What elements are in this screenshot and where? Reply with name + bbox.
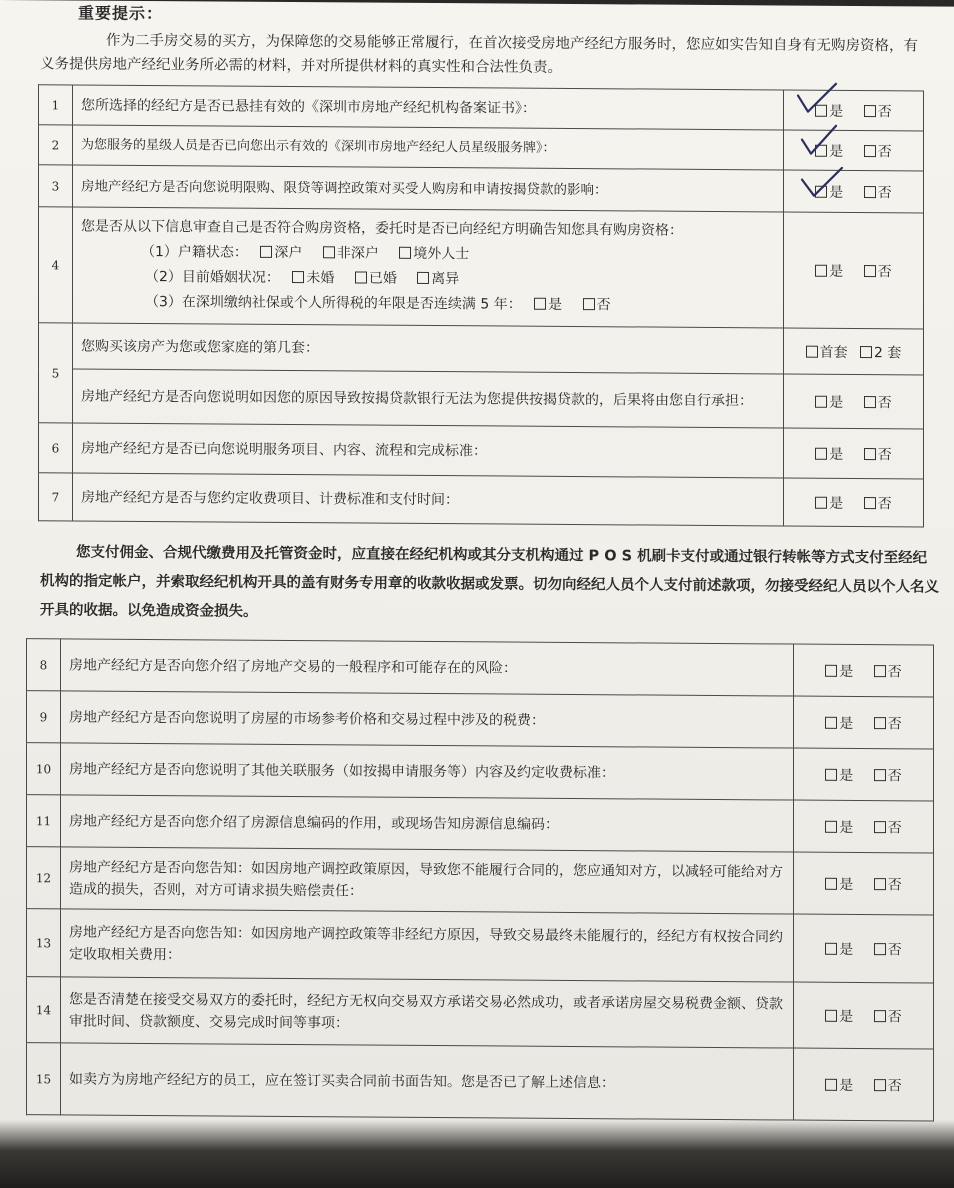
yes-option[interactable]: 是 xyxy=(825,663,853,679)
check-mark-icon xyxy=(798,164,846,198)
checkbox[interactable] xyxy=(815,496,827,508)
checkbox[interactable] xyxy=(864,396,876,408)
checkbox[interactable] xyxy=(825,716,837,728)
checklist-table-1 xyxy=(38,84,924,527)
checkbox[interactable] xyxy=(864,497,876,509)
question-block xyxy=(73,207,784,328)
checkbox[interactable] xyxy=(874,717,886,729)
checkbox[interactable] xyxy=(825,942,837,954)
checkbox[interactable] xyxy=(874,665,886,677)
question-text: 房地产经纪方是否向您说明了房屋的市场参考价格和交易过程中涉及的税费： xyxy=(61,691,794,748)
no-option[interactable]: 否 xyxy=(874,768,902,784)
table-row xyxy=(39,125,924,171)
row-number: 3 xyxy=(39,165,73,207)
answer-cell xyxy=(794,1048,934,1121)
no-option[interactable]: 否 xyxy=(874,877,902,893)
check-mark-icon xyxy=(796,124,844,158)
checkbox[interactable] xyxy=(815,447,827,459)
question-text: 您所选择的经纪方是否已悬挂有效的《深圳市房地产经纪机构备案证书》： xyxy=(73,85,784,130)
answer-cell xyxy=(794,696,934,749)
checkbox[interactable] xyxy=(825,768,837,780)
answer-cell xyxy=(784,328,924,375)
question-text: 房地产经纪方是否向您介绍了房源信息编码的作用，或现场告知房源信息编码： xyxy=(61,795,794,852)
check-mark-icon xyxy=(792,82,840,116)
row-number: 15 xyxy=(27,1043,61,1115)
question-text: 房地产经纪方是否向您说明如因您的原因导致按揭贷款银行无法为您提供按揭贷款的，后果将由您自行承担： xyxy=(73,369,784,428)
row-number: 12 xyxy=(27,847,61,909)
no-option[interactable]: 否 xyxy=(583,297,611,313)
answer-cell xyxy=(794,852,934,915)
checkbox[interactable] xyxy=(874,821,886,833)
question-text: 房地产经纪方是否向您告知：如因房地产调控政策等非经纪方原因，导致交易最终未能履行的，经纪方有权按合同约定收取相关费用： xyxy=(61,909,794,982)
checkbox[interactable] xyxy=(874,943,886,955)
no-option[interactable]: 否 xyxy=(874,1009,902,1025)
table-row xyxy=(39,207,924,329)
question-text: 房地产经纪方是否与您约定收费项目、计费标准和支付时间： xyxy=(73,473,784,526)
checkbox[interactable] xyxy=(874,878,886,890)
row-number: 9 xyxy=(27,691,61,743)
no-option[interactable]: 否 xyxy=(864,395,892,411)
table-row xyxy=(39,369,924,429)
checklist-table-2 xyxy=(26,638,934,1121)
question-text: 如卖方为房地产经纪方的员工，应在签订买卖合同前书面告知。您是否已了解上述信息： xyxy=(61,1043,794,1120)
table-row xyxy=(39,423,924,479)
no-option[interactable]: 否 xyxy=(874,942,902,958)
table-row xyxy=(27,691,934,749)
checkbox[interactable] xyxy=(825,820,837,832)
checkbox[interactable] xyxy=(864,145,876,157)
answer-cell xyxy=(794,982,934,1049)
table-row xyxy=(39,85,924,131)
yes-option[interactable]: 是 xyxy=(815,394,843,410)
table-row xyxy=(39,165,924,213)
question-text: 房地产经纪方是否已向您说明服务项目、内容、流程和完成标准： xyxy=(73,423,784,478)
checkbox[interactable] xyxy=(583,298,595,310)
option-non-shenzhen-hukou[interactable]: 非深户 xyxy=(323,245,379,261)
no-option[interactable]: 否 xyxy=(874,716,902,732)
social-security-line xyxy=(81,289,775,319)
yes-option[interactable]: 是 xyxy=(825,876,853,892)
answer-cell xyxy=(794,800,934,853)
checkbox[interactable] xyxy=(874,1010,886,1022)
checkbox[interactable] xyxy=(874,769,886,781)
desk-shadow xyxy=(0,1120,954,1188)
question-text: 为您服务的星级人员是否已向您出示有效的《深圳市房地产经纪人员星级服务牌》： xyxy=(73,125,784,170)
yes-option[interactable]: 是 xyxy=(815,263,843,279)
yes-option[interactable]: 是 xyxy=(825,1008,853,1024)
payment-notice: 您支付佣金、合规代缴费用及托管资金时，应直接在经纪机构或其分支机构通过 P O S 机刷卡支付或通过银行转帐等方式支付至经纪机构的指定帐户，并索取经纪机构开具的盖有财务专用章的收款收据或发票。切勿向经纪人员个人支付前述款项，勿接受经纪人员以个人名义开具的收据。以免造成资金损失。 xyxy=(40,544,939,620)
yes-option[interactable]: 是 xyxy=(534,296,562,312)
answer-cell xyxy=(784,478,924,527)
table-row xyxy=(27,909,934,983)
checkbox[interactable] xyxy=(417,271,429,283)
yes-option[interactable]: 是 xyxy=(825,767,853,783)
row-number: 13 xyxy=(27,909,61,977)
checkbox[interactable] xyxy=(815,264,827,276)
row-number: 6 xyxy=(39,423,73,473)
yes-option[interactable]: 是 xyxy=(825,715,853,731)
question-text: 您是否清楚在接受交易双方的委托时，经纪方无权向交易双方承诺交易必然成功，或者承诺房屋交易税费金额、贷款审批时间、贷款额度、交易完成时间等事项： xyxy=(61,977,794,1048)
checkbox[interactable] xyxy=(355,271,367,283)
heading: 重要提示： xyxy=(78,3,164,24)
checkbox[interactable] xyxy=(399,246,411,258)
second-home-option[interactable]: 2 套 xyxy=(860,345,901,361)
question-text: 您购买该房产为您或您家庭的第几套： xyxy=(73,323,784,374)
marital-status-label: （2）目前婚姻状况： xyxy=(145,268,280,286)
row-number: 4 xyxy=(39,207,73,323)
yes-option[interactable]: 是 xyxy=(815,446,843,462)
checkbox[interactable] xyxy=(825,664,837,676)
table-row xyxy=(27,847,934,915)
question-text: 房地产经纪方是否向您介绍了房地产交易的一般程序和可能存在的风险： xyxy=(61,639,794,696)
no-option[interactable]: 否 xyxy=(864,264,892,280)
table-row xyxy=(27,1043,934,1121)
checkbox[interactable] xyxy=(323,246,335,258)
row-number: 2 xyxy=(39,125,73,165)
no-option[interactable]: 否 xyxy=(874,664,902,680)
checkbox[interactable] xyxy=(260,245,272,257)
question-text: 房地产经纪方是否向您说明限购、限贷等调控政策对买受人购房和申请按揭贷款的影响： xyxy=(73,165,784,212)
table-row xyxy=(27,743,934,801)
table-row xyxy=(27,795,934,853)
household-status-label: （1）户籍状态： xyxy=(141,243,248,261)
intro-paragraph: 作为二手房交易的买方，为保障您的交易能够正常履行，在首次接受房地产经纪方服务时，您应如实告知自身有无购房资格，有义务提供房地产经纪业务所必需的材料，并对所提供材料的真实性和合法性负责。 xyxy=(40,32,918,76)
option-shenzhen-hukou[interactable]: 深户 xyxy=(260,244,302,260)
table-row xyxy=(39,473,924,527)
checkbox[interactable] xyxy=(534,297,546,309)
row-number: 5 xyxy=(39,323,73,423)
yes-option[interactable]: 是 xyxy=(815,495,843,511)
table-row xyxy=(27,639,934,697)
checkbox[interactable] xyxy=(864,105,876,117)
no-option[interactable]: 否 xyxy=(864,447,892,463)
checkbox[interactable] xyxy=(825,1009,837,1021)
checkbox[interactable] xyxy=(815,395,827,407)
answer-cell xyxy=(784,212,924,329)
yes-option[interactable]: 是 xyxy=(815,143,843,159)
no-option[interactable]: 否 xyxy=(864,144,892,160)
option-married[interactable]: 已婚 xyxy=(355,270,397,286)
row-number: 11 xyxy=(27,795,61,847)
table-row xyxy=(39,323,924,375)
answer-cell xyxy=(794,644,934,697)
question-text: 房地产经纪方是否向您告知：如因房地产调控政策原因，导致您不能履行合同的，您应通知对方，以减轻可能给对方造成的损失，否则，对方可请求损失赔偿责任： xyxy=(61,847,794,914)
checkbox[interactable] xyxy=(864,186,876,198)
answer-cell xyxy=(794,914,934,983)
yes-option[interactable]: 是 xyxy=(815,184,843,200)
answer-cell xyxy=(794,748,934,801)
no-option[interactable]: 否 xyxy=(864,185,892,201)
row-number: 10 xyxy=(27,743,61,795)
yes-option[interactable]: 是 xyxy=(825,1077,853,1093)
no-option[interactable]: 否 xyxy=(874,1078,902,1094)
option-overseas[interactable]: 境外人士 xyxy=(399,245,469,261)
row-number: 14 xyxy=(27,977,61,1043)
checkbox[interactable] xyxy=(292,271,304,283)
yes-option[interactable]: 是 xyxy=(825,819,853,835)
checkbox[interactable] xyxy=(825,1078,837,1090)
answer-cell xyxy=(784,428,924,479)
answer-cell xyxy=(784,374,924,429)
option-unmarried[interactable]: 未婚 xyxy=(292,270,334,286)
option-divorced[interactable]: 离异 xyxy=(417,270,459,286)
row-number: 8 xyxy=(27,639,61,691)
checkbox[interactable] xyxy=(825,877,837,889)
checkbox[interactable] xyxy=(806,345,818,357)
question-text: 房地产经纪方是否向您说明了其他关联服务（如按揭申请服务等）内容及约定收费标准： xyxy=(61,743,794,800)
first-home-option[interactable]: 首套 xyxy=(806,344,848,360)
yes-option[interactable]: 是 xyxy=(825,941,853,957)
checkbox[interactable] xyxy=(874,1079,886,1091)
no-option[interactable]: 否 xyxy=(864,104,892,120)
checkbox[interactable] xyxy=(864,448,876,460)
row-number: 1 xyxy=(39,85,73,125)
checkbox[interactable] xyxy=(860,346,872,358)
table-row xyxy=(27,977,934,1049)
no-option[interactable]: 否 xyxy=(864,496,892,512)
question-text: 您是否从以下信息审查自己是否符合购房资格，委托时是否已向经纪方明确告知您具有购房资格： xyxy=(81,218,683,239)
no-option[interactable]: 否 xyxy=(874,820,902,836)
checkbox[interactable] xyxy=(864,265,876,277)
yes-option[interactable]: 是 xyxy=(815,103,843,119)
social-security-label: （3）在深圳缴纳社保或个人所得税的年限是否连续满 5 年： xyxy=(145,293,522,313)
row-number: 7 xyxy=(39,473,73,521)
